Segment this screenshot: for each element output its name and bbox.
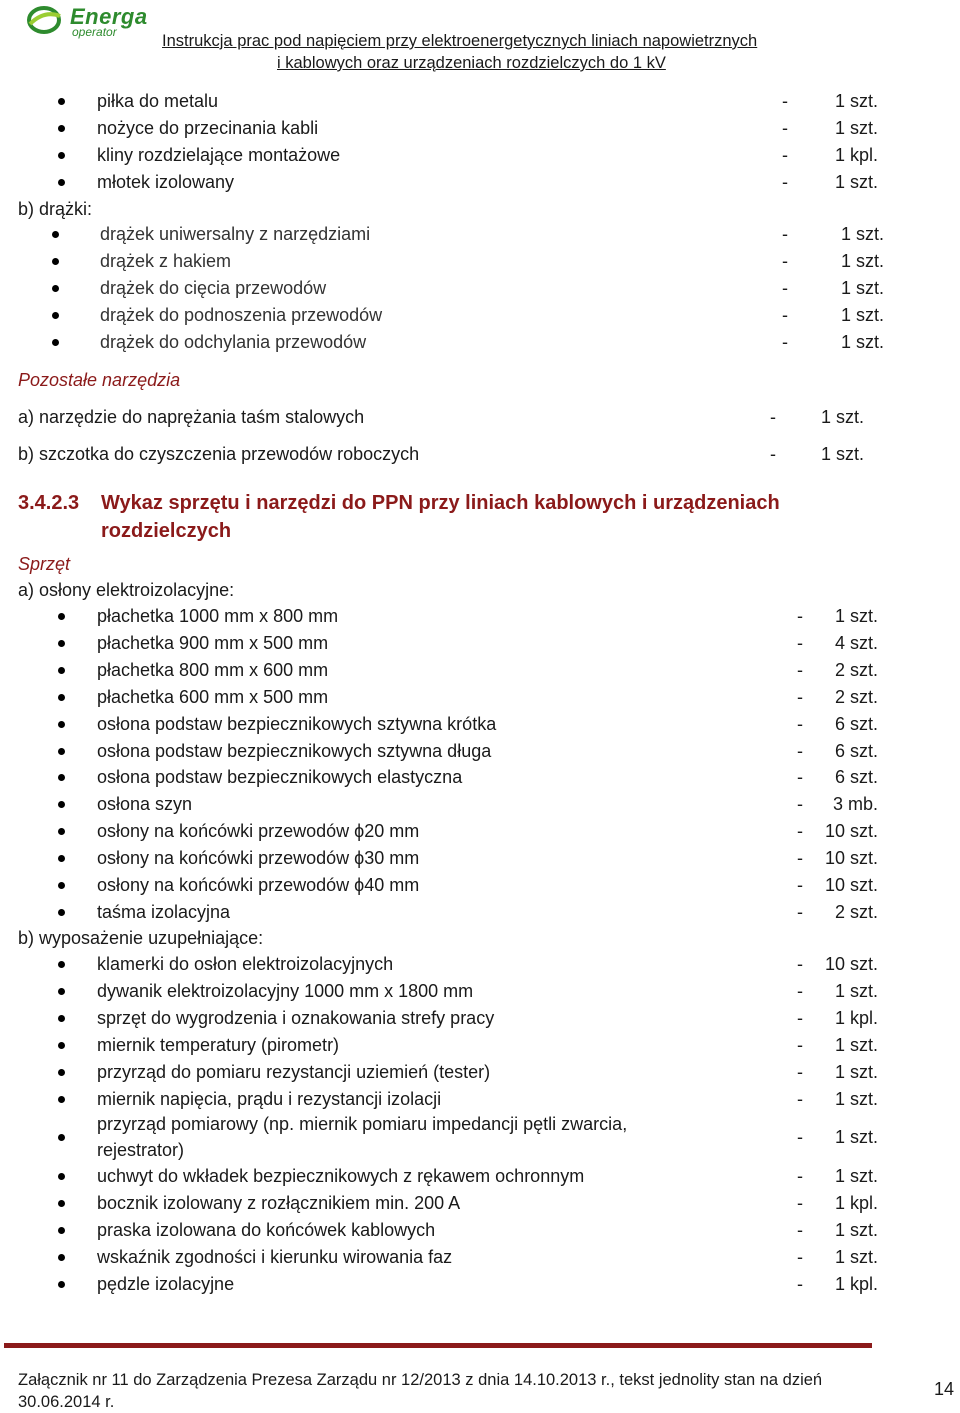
item-qty: 10 szt.: [824, 954, 878, 974]
item-label: osłony na końcówki przewodów ϕ30 mm: [97, 848, 420, 869]
bullet-icon: [58, 961, 65, 968]
item-dash: -: [782, 118, 788, 138]
item-label: praska izolowana do końcówek kablowych: [97, 1219, 436, 1240]
item-qty: 1 szt.: [834, 1166, 878, 1186]
item-label: miernik napięcia, prądu i rezystancji izolacji: [97, 1088, 442, 1109]
item-label: drążek do podnoszenia przewodów: [100, 305, 383, 325]
bullet-icon: [58, 1200, 65, 1207]
bullet-icon: [58, 1254, 65, 1261]
item-dash: -: [797, 794, 803, 815]
item-label: płachetka 600 mm x 500 mm: [97, 686, 329, 707]
item-dash: -: [797, 632, 803, 653]
bullet-icon: [58, 1281, 65, 1288]
item-qty: 10 szt.: [824, 821, 878, 842]
item-dash: -: [782, 91, 788, 111]
item-dash: -: [782, 172, 788, 192]
item-dash: -: [797, 686, 803, 707]
logo-swoosh-icon: [26, 4, 70, 40]
header-title-line1: Instrukcja prac pod napięciem przy elektroenergetycznych liniach napowietrznych: [162, 32, 758, 50]
bullet-icon: [58, 1096, 65, 1103]
item-qty: 1 szt.: [820, 407, 864, 427]
logo-word: Energa: [70, 4, 148, 29]
item-label: drążek do odchylania przewodów: [100, 332, 367, 352]
item-label: drążek z hakiem: [100, 251, 232, 271]
heading-sprzet: Sprzęt: [18, 554, 71, 574]
item-qty: 2 szt.: [834, 659, 878, 680]
item-qty: 4 szt.: [834, 632, 878, 653]
item-qty: 1 szt.: [840, 305, 884, 325]
subsection-drazki: b) drążki:: [18, 199, 93, 219]
item-qty: 2 szt.: [834, 901, 878, 922]
item-qty: 1 szt.: [834, 1127, 878, 1147]
item-label: płachetka 900 mm x 500 mm: [97, 632, 329, 653]
bullet-icon: [58, 694, 65, 701]
bullet-icon: [58, 1069, 65, 1076]
item-label-line2: rejestrator): [97, 1140, 185, 1160]
item-dash: -: [797, 1246, 803, 1267]
item-dash: -: [797, 659, 803, 680]
bullet-icon: [58, 179, 65, 186]
item-dash: -: [782, 332, 788, 352]
item-qty: 1 szt.: [834, 1034, 878, 1055]
item-label: a) narzędzie do naprężania taśm stalowych: [18, 407, 365, 427]
bullet-icon: [58, 613, 65, 620]
item-label: dywanik elektroizolacyjny 1000 mm x 1800 mm: [97, 980, 474, 1001]
item-qty: 1 kpl.: [834, 1273, 878, 1294]
bullet-icon: [58, 774, 65, 781]
item-dash: -: [797, 1166, 803, 1186]
item-dash: -: [797, 1219, 803, 1240]
item-dash: -: [797, 954, 803, 974]
item-dash: -: [782, 145, 788, 165]
item-dash: -: [782, 251, 788, 271]
item-label: nożyce do przecinania kabli: [97, 118, 319, 138]
item-label: drążek uniwersalny z narzędziami: [100, 224, 371, 244]
bullet-icon: [52, 339, 59, 346]
item-dash: -: [797, 1088, 803, 1109]
item-dash: -: [797, 1192, 803, 1213]
bullet-icon: [58, 721, 65, 728]
item-label: płachetka 800 mm x 600 mm: [97, 659, 329, 680]
bullet-icon: [58, 152, 65, 159]
section-number: 3.4.2.3: [18, 492, 80, 514]
bullet-icon: [58, 882, 65, 889]
item-qty: 1 szt.: [834, 980, 878, 1001]
item-qty: 10 szt.: [824, 848, 878, 869]
item-dash: -: [797, 1034, 803, 1055]
item-qty: 1 szt.: [834, 1088, 878, 1109]
bullet-icon: [58, 125, 65, 132]
bullet-icon: [58, 1042, 65, 1049]
item-dash: -: [797, 821, 803, 842]
item-qty: 1 szt.: [834, 606, 878, 626]
item-dash: -: [770, 444, 776, 464]
item-qty: 1 szt.: [820, 444, 864, 464]
item-label: osłona szyn: [97, 794, 193, 815]
item-dash: -: [782, 278, 788, 298]
item-qty: 1 kpl.: [834, 145, 878, 165]
item-dash: -: [770, 407, 776, 427]
footer-rule: [4, 1343, 872, 1348]
item-label: miernik temperatury (pirometr): [97, 1034, 340, 1055]
item-dash: -: [797, 1127, 803, 1147]
item-label: przyrząd do pomiaru rezystancji uziemień (tester): [97, 1061, 491, 1082]
item-qty: 10 szt.: [824, 875, 878, 895]
item-label: b) szczotka do czyszczenia przewodów roboczych: [18, 444, 420, 464]
bullet-icon: [58, 855, 65, 862]
bullet-icon: [52, 231, 59, 238]
item-label: osłona podstaw bezpiecznikowych sztywna krótka: [97, 713, 497, 734]
item-label: osłona podstaw bezpiecznikowych elastyczna: [97, 767, 463, 788]
item-qty: 1 szt.: [834, 1246, 878, 1267]
item-label: osłony na końcówki przewodów ϕ20 mm: [97, 821, 420, 842]
bullet-icon: [58, 828, 65, 835]
item-dash: -: [797, 1061, 803, 1082]
bullet-icon: [58, 98, 65, 105]
bullet-icon: [52, 285, 59, 292]
item-qty: 6 szt.: [834, 767, 878, 788]
item-label: klamerki do osłon elektroizolacyjnych: [97, 954, 394, 974]
item-dash: -: [797, 767, 803, 788]
bullet-icon: [58, 1227, 65, 1234]
item-label: drążek do cięcia przewodów: [100, 278, 327, 298]
page-number: 14: [934, 1379, 955, 1399]
item-label: sprzęt do wygrodzenia i oznakowania strefy pracy: [97, 1007, 495, 1028]
item-dash: -: [797, 1273, 803, 1294]
item-qty: 1 szt.: [834, 91, 878, 111]
bullet-icon: [58, 748, 65, 755]
footer-line1: Załącznik nr 11 do Zarządzenia Prezesa Zarządu nr 12/2013 z dnia 14.10.2013 r., tekst jednolity stan na dzień: [18, 1371, 823, 1389]
item-qty: 1 szt.: [840, 278, 884, 298]
section-title-line2: rozdzielczych: [101, 520, 232, 542]
item-dash: -: [797, 740, 803, 761]
bullet-icon: [58, 1015, 65, 1022]
item-dash: -: [797, 980, 803, 1001]
bullet-icon: [58, 667, 65, 674]
item-qty: 1 szt.: [840, 332, 884, 352]
item-qty: 6 szt.: [834, 740, 878, 761]
item-dash: -: [797, 606, 803, 626]
item-qty: 1 kpl.: [834, 1192, 878, 1213]
footer-line2: 30.06.2014 r.: [18, 1393, 115, 1411]
item-qty: 3 mb.: [832, 794, 878, 815]
item-label-line1: przyrząd pomiarowy (np. miernik pomiaru impedancji pętli zwarcia,: [97, 1114, 628, 1134]
item-qty: 1 kpl.: [834, 1007, 878, 1028]
item-dash: -: [797, 713, 803, 734]
subsection-oslony: a) osłony elektroizolacyjne:: [18, 580, 235, 600]
item-label: pędzle izolacyjne: [97, 1273, 235, 1294]
item-label: uchwyt do wkładek bezpiecznikowych z rękawem ochronnym: [97, 1166, 585, 1186]
item-label: płachetka 1000 mm x 800 mm: [97, 606, 339, 626]
item-qty: 1 szt.: [834, 118, 878, 138]
bullet-icon: [52, 312, 59, 319]
bullet-icon: [58, 1173, 65, 1180]
item-dash: -: [782, 305, 788, 325]
header-title-line2: i kablowych oraz urządzeniach rozdzielczych do 1 kV: [277, 54, 666, 72]
item-qty: 1 szt.: [834, 172, 878, 192]
item-label: bocznik izolowany z rozłącznikiem min. 200 A: [97, 1192, 461, 1213]
item-dash: -: [797, 875, 803, 895]
item-label: młotek izolowany: [97, 172, 235, 192]
item-qty: 6 szt.: [834, 713, 878, 734]
bullet-icon: [58, 988, 65, 995]
bullet-icon: [58, 801, 65, 808]
item-dash: -: [782, 224, 788, 244]
heading-pozostale: Pozostałe narzędzia: [18, 370, 181, 390]
item-label: taśma izolacyjna: [97, 901, 231, 922]
item-label: wskaźnik zgodności i kierunku wirowania faz: [97, 1246, 453, 1267]
item-dash: -: [797, 901, 803, 922]
subsection-wyposazenie: b) wyposażenie uzupełniające:: [18, 928, 264, 948]
item-label: osłona podstaw bezpiecznikowych sztywna długa: [97, 740, 492, 761]
bullet-icon: [58, 909, 65, 916]
item-qty: 1 szt.: [834, 1061, 878, 1082]
item-label: kliny rozdzielające montażowe: [97, 145, 341, 165]
item-dash: -: [797, 848, 803, 869]
item-qty: 1 szt.: [840, 251, 884, 271]
bullet-icon: [58, 1134, 65, 1141]
section-title-line1: Wykaz sprzętu i narzędzi do PPN przy liniach kablowych i urządzeniach: [101, 492, 780, 514]
item-qty: 2 szt.: [834, 686, 878, 707]
item-label: osłony na końcówki przewodów ϕ40 mm: [97, 875, 420, 895]
item-qty: 1 szt.: [834, 1219, 878, 1240]
item-qty: 1 szt.: [840, 224, 884, 244]
item-label: piłka do metalu: [97, 91, 219, 111]
item-dash: -: [797, 1007, 803, 1028]
bullet-icon: [52, 258, 59, 265]
logo-subtitle: operator: [72, 25, 117, 39]
bullet-icon: [58, 640, 65, 647]
